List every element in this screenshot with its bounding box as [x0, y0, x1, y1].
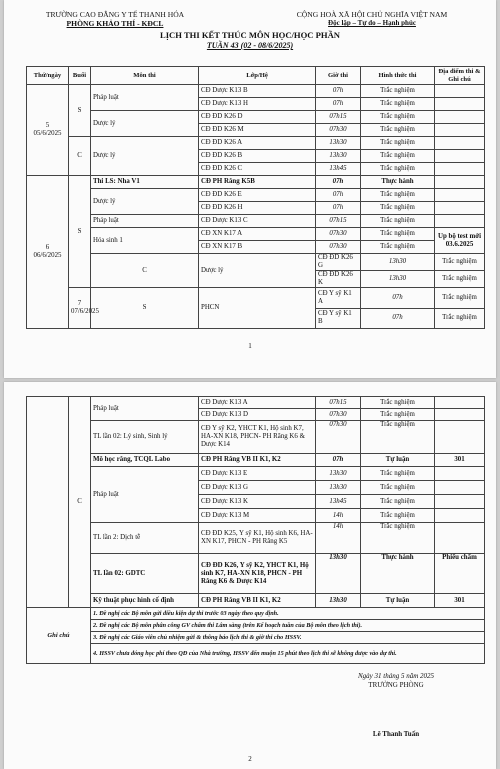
- time-cell: 07h: [361, 308, 435, 329]
- week-label: TUẦN 43 (02 - 08/6/2025): [206, 41, 294, 50]
- country-name: CỘNG HOÀ XÃ HỘI CHỦ NGHĨA VIỆT NAM: [296, 10, 448, 19]
- time-cell: 13h30: [316, 554, 361, 594]
- subject-cell: TL lần 02: Lý sinh, Sinh lý: [91, 421, 199, 454]
- class-cell: CĐ Dược K13 H: [199, 98, 316, 111]
- table-row: [27, 454, 485, 467]
- time-cell: 13h45: [316, 495, 361, 509]
- form-cell: Trắc nghiệm: [435, 271, 485, 288]
- table-row: [27, 397, 485, 409]
- time-cell: 07h: [316, 454, 361, 467]
- time-cell: 14h: [316, 509, 361, 523]
- session-cell: C: [69, 397, 91, 608]
- form-cell: Trắc nghiệm: [361, 495, 435, 509]
- class-cell: CĐ ĐD K26 K: [316, 271, 361, 288]
- session-cell: S: [69, 85, 91, 137]
- time-cell: 07h30: [316, 228, 361, 241]
- time-cell: 13h30: [316, 150, 361, 163]
- subject-cell: Mô học răng, TCQL Labo: [91, 454, 199, 467]
- table-header-row: [27, 67, 485, 85]
- time-cell: 07h: [316, 98, 361, 111]
- col-form: Hình thức thi: [361, 67, 435, 85]
- form-cell: Trắc nghiệm: [361, 202, 435, 215]
- col-day: Thứ/ngày: [27, 67, 69, 85]
- class-cell: CĐ Dược K13 K: [199, 495, 316, 509]
- time-cell: 14h: [316, 523, 361, 554]
- form-cell: Trắc nghiệm: [361, 523, 435, 554]
- form-cell: Trắc nghiệm: [361, 137, 435, 150]
- note-item: 1. Đề nghị các Bộ môn gửi điều kiện dự thi trước 03 ngày theo quy định.: [91, 608, 485, 620]
- page-1: [4, 0, 496, 378]
- note-row: [27, 608, 485, 620]
- class-cell: CĐ ĐD K26 A: [199, 137, 316, 150]
- time-cell: 07h30: [316, 421, 361, 454]
- class-cell: CĐ Dược K13 G: [199, 481, 316, 495]
- day-cell: 5 05/6/2025: [27, 85, 69, 176]
- place-note: 301: [435, 454, 485, 467]
- form-cell: Trắc nghiệm: [361, 481, 435, 495]
- table-row: [27, 189, 485, 202]
- form-cell: Trắc nghiệm: [435, 254, 485, 271]
- place-note: Phiếu chấm: [435, 554, 485, 594]
- time-cell: 07h30: [316, 241, 361, 254]
- subject-cell: Pháp luật: [91, 215, 199, 228]
- form-cell: Trắc nghiệm: [361, 509, 435, 523]
- class-cell: CĐ XN K17 B: [199, 241, 316, 254]
- notes-label: Ghi chú: [27, 608, 91, 664]
- time-cell: 07h30: [316, 409, 361, 421]
- form-cell: Tự luận: [361, 594, 435, 608]
- subject-cell: Dược lý: [91, 189, 199, 215]
- class-cell: CĐ ĐD K26, Y sỹ K2, YHCT K1, Hộ sinh K7, HA-XN K18, PHCN - PH Răng K6 & Dược K14: [199, 554, 316, 594]
- time-cell: 07h: [316, 85, 361, 98]
- class-cell: CĐ ĐD K26 D: [199, 111, 316, 124]
- subject-cell: Pháp luật: [91, 85, 199, 111]
- table-row: [27, 228, 485, 241]
- note-row: [27, 620, 485, 632]
- form-cell: Trắc nghiệm: [361, 409, 435, 421]
- note-row: [27, 644, 485, 664]
- time-cell: 07h: [361, 288, 435, 309]
- form-cell: Trắc nghiệm: [361, 98, 435, 111]
- form-cell: Trắc nghiệm: [361, 150, 435, 163]
- subject-cell: Pháp luật: [91, 397, 199, 421]
- col-time: Giờ thi: [316, 67, 361, 85]
- subject-cell: Dược lý: [91, 137, 199, 176]
- class-cell: CĐ ĐD K26 G: [316, 254, 361, 271]
- page-number: 2: [248, 755, 252, 763]
- col-subject: Môn thi: [91, 67, 199, 85]
- form-cell: Trắc nghiệm: [361, 163, 435, 176]
- subject-cell: Thi LS: Nha V1: [91, 176, 199, 189]
- session-cell: C: [91, 254, 199, 288]
- time-cell: 07h15: [316, 111, 361, 124]
- form-cell: Trắc nghiệm: [361, 124, 435, 137]
- time-cell: 13h45: [316, 163, 361, 176]
- table-row: [27, 288, 485, 309]
- day-cell: 7 07/6/2025: [69, 288, 91, 329]
- class-cell: CĐ ĐD K26 M: [199, 124, 316, 137]
- class-cell: CĐ Dược K13 M: [199, 509, 316, 523]
- note-item: 4. HSSV chưa đóng học phí theo QĐ của Nhà trường, HSSV đến muộn 15 phút theo lịch thi sẽ không được vào dự thi.: [91, 644, 485, 664]
- table-row: [27, 215, 485, 228]
- page-2: [4, 382, 496, 769]
- note-item: 3. Đề nghị các Giáo viên chủ nhiệm gửi & thông báo lịch thi & giờ thi cho HSSV.: [91, 632, 485, 644]
- time-cell: 13h30: [361, 271, 435, 288]
- place-note: 301: [435, 594, 485, 608]
- table-row: [27, 467, 485, 481]
- class-cell: CĐ Dược K13 C: [199, 215, 316, 228]
- class-cell: CĐ Y sỹ K1 A: [316, 288, 361, 309]
- table-row: [27, 594, 485, 608]
- sign-date: Ngày 31 tháng 5 năm 2025: [357, 672, 435, 680]
- note-row: [27, 632, 485, 644]
- subject-cell: TL lần 02: GDTC: [91, 554, 199, 594]
- time-cell: 13h30: [316, 137, 361, 150]
- class-cell: CĐ XN K17 A: [199, 228, 316, 241]
- subject-cell: Kỹ thuật phục hình cố định: [91, 594, 199, 608]
- national-header: [272, 10, 472, 28]
- time-cell: 07h: [316, 202, 361, 215]
- table-row: [27, 111, 485, 124]
- class-cell: CĐ Dược K13 B: [199, 85, 316, 98]
- subject-cell: Dược lý: [91, 111, 199, 137]
- time-cell: 13h30: [316, 467, 361, 481]
- note-item: 2. Đề nghị các Bộ môn phân công GV chấm thi Lâm sàng (trên Kế hoạch tuần của Bộ môn theo lịch thi).: [91, 620, 485, 632]
- class-cell: CĐ Y sỹ K1 B: [316, 308, 361, 329]
- col-place: Địa điểm thi & Ghi chú: [435, 67, 485, 85]
- class-cell: CĐ PH Răng K5B: [199, 176, 316, 189]
- signer-role: TRƯỞNG PHÒNG: [368, 681, 424, 689]
- form-cell: Trắc nghiệm: [361, 421, 435, 454]
- session-cell: S: [91, 288, 199, 329]
- class-cell: CĐ ĐD K26 B: [199, 150, 316, 163]
- class-cell: CĐ ĐD K26 E: [199, 189, 316, 202]
- department-name: PHÒNG KHẢO THÍ - KĐCL: [66, 19, 164, 28]
- col-session: Buổi: [69, 67, 91, 85]
- class-cell: CĐ ĐD K26 C: [199, 163, 316, 176]
- form-cell: Trắc nghiệm: [361, 241, 435, 254]
- form-cell: Trắc nghiệm: [361, 467, 435, 481]
- subject-cell: Pháp luật: [91, 467, 199, 523]
- time-cell: 13h30: [316, 481, 361, 495]
- class-cell: CĐ ĐD K26 H: [199, 202, 316, 215]
- schedule-table-page-2: [26, 396, 485, 664]
- form-cell: Tự luận: [361, 454, 435, 467]
- document-title: LỊCH THI KẾT THÚC MÔN HỌC/HỌC PHẦN: [159, 30, 340, 40]
- time-cell: 13h30: [316, 594, 361, 608]
- schedule-table-page-1: [26, 66, 485, 329]
- class-cell: CĐ Dược K13 E: [199, 467, 316, 481]
- table-row: [27, 176, 485, 189]
- class-cell: CĐ PH Răng VB II K1, K2: [199, 454, 316, 467]
- col-class: Lớp/Hệ: [199, 67, 316, 85]
- time-cell: 07h30: [316, 124, 361, 137]
- class-cell: CĐ Dược K13 D: [199, 409, 316, 421]
- form-cell: Trắc nghiệm: [435, 288, 485, 309]
- time-cell: 07h15: [316, 215, 361, 228]
- class-cell: CĐ ĐD K25, Y sỹ K1, Hộ sinh K6, HA-XN K17, PHCN - PH Răng K5: [199, 523, 316, 554]
- subject-cell: TL lần 2: Dịch tễ: [91, 523, 199, 554]
- time-cell: 07h: [316, 176, 361, 189]
- table-row: [27, 254, 485, 271]
- time-cell: 07h15: [316, 397, 361, 409]
- form-cell: Trắc nghiệm: [361, 397, 435, 409]
- school-header: [30, 10, 200, 28]
- subject-cell: Hóa sinh 1: [91, 228, 199, 254]
- place-note: Up bộ test mới 03.6.2025: [435, 228, 485, 254]
- form-cell: Trắc nghiệm: [361, 85, 435, 98]
- table-row: [27, 137, 485, 150]
- class-cell: CĐ PH Răng VB II K1, K2: [199, 594, 316, 608]
- signer-name: Lê Thanh Tuấn: [372, 730, 420, 738]
- subject-cell: PHCN: [199, 288, 316, 329]
- form-cell: Thực hành: [361, 554, 435, 594]
- form-cell: Trắc nghiệm: [435, 308, 485, 329]
- session-cell: S: [69, 176, 91, 288]
- day-cell: 6 06/6/2025: [27, 176, 69, 329]
- page-number: 1: [248, 342, 252, 350]
- table-row: [27, 421, 485, 454]
- class-cell: CĐ Dược K13 A: [199, 397, 316, 409]
- table-row: [27, 523, 485, 554]
- subject-cell: Dược lý: [199, 254, 316, 288]
- form-cell: Trắc nghiệm: [361, 215, 435, 228]
- table-row: [27, 85, 485, 98]
- form-cell: Trắc nghiệm: [361, 189, 435, 202]
- form-cell: Trắc nghiệm: [361, 111, 435, 124]
- class-cell: CĐ Y sỹ K2, YHCT K1, Hộ sinh K7, HA-XN K18, PHCN- PH Răng K6 & Dược K14: [199, 421, 316, 454]
- form-cell: Trắc nghiệm: [361, 228, 435, 241]
- national-motto: Độc lập – Tự do – Hạnh phúc: [328, 19, 416, 27]
- table-row: [27, 554, 485, 594]
- form-cell: Thực hành: [361, 176, 435, 189]
- time-cell: 07h: [316, 189, 361, 202]
- time-cell: 13h30: [361, 254, 435, 271]
- school-name: TRƯỜNG CAO ĐẲNG Y TẾ THANH HÓA: [45, 10, 185, 19]
- session-cell: C: [69, 137, 91, 176]
